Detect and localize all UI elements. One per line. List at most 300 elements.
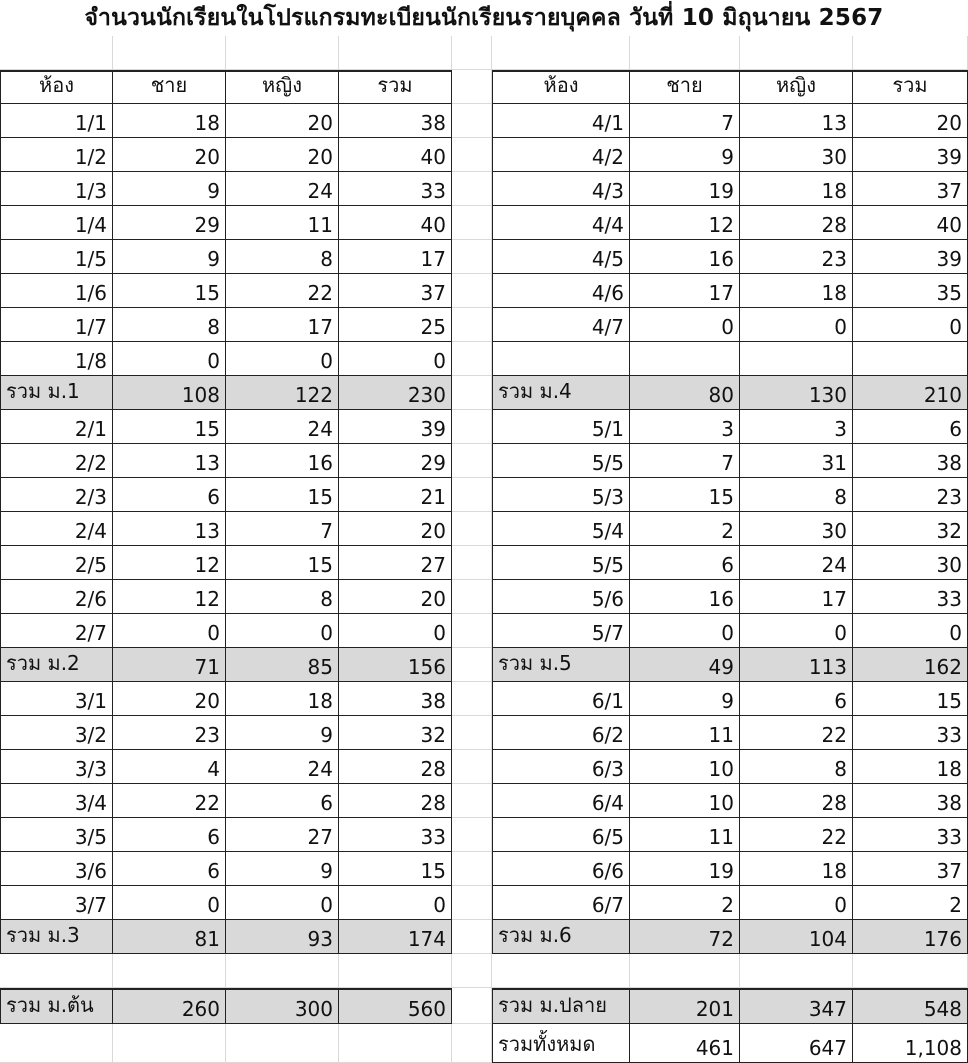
empty-cell[interactable] (740, 36, 853, 70)
cell-male[interactable] (113, 342, 226, 376)
cell-male[interactable] (113, 512, 226, 546)
cell-female[interactable] (740, 716, 853, 750)
cell-total[interactable] (339, 648, 452, 682)
cell-male[interactable] (113, 682, 226, 716)
cell-female[interactable] (740, 920, 853, 954)
cell-female[interactable] (226, 580, 339, 614)
cell-female[interactable] (740, 444, 853, 478)
cell-total[interactable] (853, 410, 968, 444)
cell-male[interactable] (630, 886, 740, 920)
gap-cell[interactable] (452, 648, 492, 682)
cell-female[interactable] (740, 172, 853, 206)
cell-male[interactable] (113, 886, 226, 920)
gap-cell[interactable] (452, 546, 492, 580)
cell-male-text: 13 (194, 451, 220, 475)
cell-total-text: 20 (420, 519, 446, 543)
cell-female[interactable] (226, 648, 339, 682)
cell-female[interactable] (226, 512, 339, 546)
header-cell-total[interactable] (339, 70, 452, 104)
cell-total[interactable] (339, 512, 452, 546)
cell-room[interactable] (0, 852, 113, 886)
gap-cell[interactable] (452, 818, 492, 852)
cell-total[interactable] (339, 308, 452, 342)
grand-total-total[interactable] (853, 1024, 968, 1063)
empty-cell[interactable] (113, 1024, 226, 1063)
cell-room[interactable] (492, 784, 630, 818)
cell-female[interactable] (740, 546, 853, 580)
cell-room[interactable] (0, 444, 113, 478)
cell-total[interactable] (339, 376, 452, 410)
empty-cell[interactable] (853, 36, 968, 70)
gap-cell[interactable] (452, 308, 492, 342)
cell-female[interactable] (740, 852, 853, 886)
empty-cell[interactable] (0, 1024, 113, 1063)
cell-room[interactable] (492, 478, 630, 512)
cell-room[interactable] (0, 206, 113, 240)
grand-total-row (0, 1024, 968, 1063)
cell-female[interactable] (226, 886, 339, 920)
cell-total[interactable] (339, 682, 452, 716)
empty-cell[interactable] (630, 36, 740, 70)
empty-cell[interactable] (630, 954, 740, 988)
cell-room-text: 6/7 (591, 893, 624, 917)
cell-male[interactable] (113, 376, 226, 410)
upper-total-female[interactable] (740, 988, 853, 1024)
cell-total[interactable] (853, 138, 968, 172)
cell-room-text: 6/5 (591, 825, 624, 849)
cell-male[interactable] (630, 512, 740, 546)
cell-male[interactable] (630, 444, 740, 478)
cell-room[interactable] (0, 478, 113, 512)
cell-female[interactable] (226, 546, 339, 580)
cell-total[interactable] (853, 716, 968, 750)
cell-total[interactable] (853, 920, 968, 954)
table-row (0, 920, 968, 954)
cell-total[interactable] (853, 342, 968, 376)
header-cell-female[interactable] (740, 70, 853, 104)
table-row (0, 274, 968, 308)
cell-female-text: 104 (808, 927, 847, 951)
cell-room[interactable] (492, 750, 630, 784)
cell-female-text: 22 (821, 723, 847, 747)
cell-total[interactable] (339, 852, 452, 886)
cell-room[interactable] (492, 206, 630, 240)
cell-room[interactable] (492, 886, 630, 920)
cell-female[interactable] (740, 750, 853, 784)
gap-cell[interactable] (452, 138, 492, 172)
cell-room[interactable] (492, 444, 630, 478)
cell-female[interactable] (226, 920, 339, 954)
cell-male[interactable] (113, 308, 226, 342)
empty-cell[interactable] (0, 954, 113, 988)
cell-female[interactable] (226, 750, 339, 784)
gap-cell[interactable] (452, 716, 492, 750)
upper-total-male[interactable] (630, 988, 740, 1024)
lower-total-male[interactable] (113, 988, 226, 1024)
cell-female[interactable] (740, 580, 853, 614)
cell-male[interactable] (113, 104, 226, 138)
cell-total[interactable] (339, 614, 452, 648)
cell-male[interactable] (630, 750, 740, 784)
cell-room[interactable] (0, 784, 113, 818)
cell-room[interactable] (0, 512, 113, 546)
empty-cell[interactable] (452, 36, 492, 70)
cell-male[interactable] (113, 444, 226, 478)
cell-female[interactable] (226, 410, 339, 444)
cell-male[interactable] (113, 784, 226, 818)
cell-male-text: 81 (194, 927, 220, 951)
cell-male[interactable] (113, 240, 226, 274)
cell-female[interactable] (740, 886, 853, 920)
gap-cell[interactable] (452, 920, 492, 954)
cell-room[interactable] (0, 920, 113, 954)
empty-cell[interactable] (226, 1024, 339, 1063)
cell-female[interactable] (740, 138, 853, 172)
cell-room[interactable] (492, 240, 630, 274)
header-cell-room[interactable] (0, 70, 113, 104)
cell-female[interactable] (226, 104, 339, 138)
cell-male[interactable] (630, 274, 740, 308)
cell-male[interactable] (113, 478, 226, 512)
cell-female-text: 16 (307, 451, 333, 475)
cell-female[interactable] (740, 648, 853, 682)
cell-total[interactable] (853, 206, 968, 240)
cell-total[interactable] (853, 546, 968, 580)
lower-total-female[interactable] (226, 988, 339, 1024)
cell-male-text: 4 (207, 757, 220, 781)
cell-total[interactable] (339, 886, 452, 920)
cell-male-text: 0 (207, 349, 220, 373)
empty-cell[interactable] (226, 954, 339, 988)
gap-cell[interactable] (452, 580, 492, 614)
cell-room-text: รวม ม.2 (6, 651, 80, 675)
cell-male[interactable] (113, 818, 226, 852)
cell-female[interactable] (226, 852, 339, 886)
cell-total-text: 37 (936, 859, 962, 883)
cell-female-text: 15 (307, 553, 333, 577)
cell-male[interactable] (113, 614, 226, 648)
cell-room[interactable] (492, 410, 630, 444)
cell-total[interactable] (339, 342, 452, 376)
cell-total[interactable] (339, 716, 452, 750)
cell-female[interactable] (740, 274, 853, 308)
cell-female[interactable] (740, 410, 853, 444)
cell-male[interactable] (113, 648, 226, 682)
grand-total-label[interactable] (492, 1024, 630, 1063)
cell-male[interactable] (113, 852, 226, 886)
empty-cell[interactable] (113, 954, 226, 988)
cell-room[interactable] (492, 852, 630, 886)
cell-total[interactable] (853, 784, 968, 818)
cell-female[interactable] (226, 614, 339, 648)
cell-male[interactable] (630, 240, 740, 274)
cell-room[interactable] (492, 308, 630, 342)
cell-female[interactable] (740, 206, 853, 240)
cell-total[interactable] (339, 478, 452, 512)
cell-female[interactable] (740, 342, 853, 376)
cell-female[interactable] (740, 240, 853, 274)
cell-female[interactable] (226, 240, 339, 274)
cell-male[interactable] (630, 410, 740, 444)
cell-total[interactable] (853, 750, 968, 784)
cell-total-text: 23 (936, 485, 962, 509)
cell-total[interactable] (853, 240, 968, 274)
cell-male-text: 9 (207, 179, 220, 203)
cell-male-text: 11 (708, 825, 734, 849)
cell-total[interactable] (339, 444, 452, 478)
empty-cell[interactable] (492, 954, 630, 988)
cell-male[interactable] (630, 104, 740, 138)
cell-total[interactable] (339, 206, 452, 240)
grand-total-female[interactable] (740, 1024, 853, 1063)
cell-total[interactable] (853, 852, 968, 886)
cell-total[interactable] (853, 614, 968, 648)
cell-room-text: 3/7 (74, 893, 107, 917)
cell-room[interactable] (492, 274, 630, 308)
empty-cell[interactable] (226, 36, 339, 70)
cell-female[interactable] (740, 376, 853, 410)
cell-male[interactable] (113, 172, 226, 206)
cell-room[interactable] (492, 512, 630, 546)
cell-male[interactable] (630, 546, 740, 580)
cell-total[interactable] (339, 138, 452, 172)
lower-total-label[interactable] (0, 988, 113, 1024)
cell-male-text: 23 (194, 723, 220, 747)
upper-total-female-text: 347 (808, 997, 847, 1021)
cell-total[interactable] (853, 172, 968, 206)
cell-total[interactable] (339, 580, 452, 614)
header-cell-male[interactable] (630, 70, 740, 104)
gap-cell[interactable] (452, 206, 492, 240)
cell-female[interactable] (740, 478, 853, 512)
cell-female[interactable] (740, 682, 853, 716)
gap-cell[interactable] (452, 512, 492, 546)
cell-room[interactable] (492, 104, 630, 138)
cell-room[interactable] (492, 716, 630, 750)
cell-male[interactable] (630, 648, 740, 682)
cell-room[interactable] (0, 410, 113, 444)
cell-female[interactable] (226, 376, 339, 410)
header-cell-room[interactable] (492, 70, 630, 104)
cell-room[interactable] (0, 886, 113, 920)
cell-room[interactable] (0, 546, 113, 580)
cell-room-text: 2/1 (74, 417, 107, 441)
cell-room[interactable] (492, 920, 630, 954)
gap-cell[interactable] (452, 342, 492, 376)
cell-total[interactable] (853, 308, 968, 342)
cell-total[interactable] (339, 274, 452, 308)
gap-cell[interactable] (452, 614, 492, 648)
gap-cell[interactable] (452, 682, 492, 716)
cell-male[interactable] (113, 580, 226, 614)
cell-female[interactable] (226, 682, 339, 716)
gap-cell[interactable] (452, 70, 492, 104)
cell-total[interactable] (339, 172, 452, 206)
cell-female[interactable] (226, 716, 339, 750)
cell-male[interactable] (630, 716, 740, 750)
empty-cell[interactable] (452, 954, 492, 988)
cell-male[interactable] (630, 784, 740, 818)
cell-room[interactable] (0, 376, 113, 410)
cell-male[interactable] (113, 750, 226, 784)
gap-cell[interactable] (452, 444, 492, 478)
cell-male[interactable] (630, 614, 740, 648)
cell-female[interactable] (226, 308, 339, 342)
cell-room[interactable] (0, 172, 113, 206)
cell-total[interactable] (853, 478, 968, 512)
cell-total[interactable] (853, 580, 968, 614)
empty-cell[interactable] (339, 1024, 452, 1063)
gap-cell[interactable] (452, 988, 492, 1024)
gap-cell[interactable] (452, 750, 492, 784)
empty-cell[interactable] (740, 954, 853, 988)
gap-cell[interactable] (452, 410, 492, 444)
cell-male[interactable] (630, 342, 740, 376)
cell-room[interactable] (492, 376, 630, 410)
cell-female[interactable] (740, 104, 853, 138)
cell-room[interactable] (492, 172, 630, 206)
gap-cell[interactable] (452, 852, 492, 886)
cell-total[interactable] (339, 920, 452, 954)
empty-cell[interactable] (0, 36, 113, 70)
header-cell-total[interactable] (853, 70, 968, 104)
upper-total-label[interactable] (492, 988, 630, 1024)
cell-female[interactable] (226, 138, 339, 172)
gap-cell[interactable] (452, 478, 492, 512)
cell-total[interactable] (339, 784, 452, 818)
cell-room[interactable] (492, 648, 630, 682)
cell-male[interactable] (113, 546, 226, 580)
cell-male[interactable] (630, 818, 740, 852)
gap-cell[interactable] (452, 784, 492, 818)
cell-room[interactable] (0, 648, 113, 682)
cell-female[interactable] (226, 172, 339, 206)
cell-female[interactable] (740, 308, 853, 342)
cell-total[interactable] (339, 750, 452, 784)
cell-room[interactable] (492, 138, 630, 172)
cell-female[interactable] (226, 444, 339, 478)
cell-total[interactable] (339, 546, 452, 580)
cell-male[interactable] (113, 138, 226, 172)
empty-cell[interactable] (853, 954, 968, 988)
cell-male[interactable] (630, 206, 740, 240)
cell-room[interactable] (0, 274, 113, 308)
table-row (0, 240, 968, 274)
empty-cell[interactable] (339, 36, 452, 70)
cell-male[interactable] (630, 580, 740, 614)
cell-room[interactable] (0, 614, 113, 648)
cell-room[interactable] (0, 308, 113, 342)
cell-total[interactable] (853, 818, 968, 852)
cell-room[interactable] (0, 716, 113, 750)
cell-female[interactable] (740, 784, 853, 818)
cell-male[interactable] (630, 138, 740, 172)
cell-total[interactable] (339, 818, 452, 852)
cell-room[interactable] (492, 580, 630, 614)
cell-total[interactable] (853, 886, 968, 920)
cell-total[interactable] (853, 444, 968, 478)
cell-room[interactable] (0, 342, 113, 376)
cell-female-text: 0 (834, 315, 847, 339)
cell-female[interactable] (740, 818, 853, 852)
cell-room[interactable] (492, 818, 630, 852)
cell-male[interactable] (113, 920, 226, 954)
cell-male[interactable] (630, 172, 740, 206)
cell-female[interactable] (740, 512, 853, 546)
cell-total[interactable] (853, 682, 968, 716)
cell-room[interactable] (0, 138, 113, 172)
cell-room[interactable] (0, 104, 113, 138)
cell-male[interactable] (113, 410, 226, 444)
header-cell-female[interactable] (226, 70, 339, 104)
cell-total[interactable] (853, 648, 968, 682)
cell-male[interactable] (630, 308, 740, 342)
empty-cell[interactable] (113, 36, 226, 70)
cell-female[interactable] (226, 342, 339, 376)
lower-total-total[interactable] (339, 988, 452, 1024)
cell-female-text: 8 (320, 587, 333, 611)
cell-female-text: 24 (307, 417, 333, 441)
cell-male[interactable] (630, 920, 740, 954)
cell-male[interactable] (113, 716, 226, 750)
cell-room[interactable] (492, 682, 630, 716)
cell-total[interactable] (853, 376, 968, 410)
cell-male[interactable] (630, 478, 740, 512)
gap-cell[interactable] (452, 376, 492, 410)
gap-cell[interactable] (452, 104, 492, 138)
upper-total-total[interactable] (853, 988, 968, 1024)
cell-male[interactable] (630, 376, 740, 410)
cell-female[interactable] (740, 614, 853, 648)
cell-female[interactable] (226, 478, 339, 512)
empty-cell[interactable] (339, 954, 452, 988)
gap-cell[interactable] (452, 172, 492, 206)
cell-room[interactable] (0, 240, 113, 274)
cell-male-text: 80 (708, 383, 734, 407)
cell-room[interactable] (492, 546, 630, 580)
cell-male[interactable] (630, 852, 740, 886)
cell-room[interactable] (0, 750, 113, 784)
cell-female[interactable] (226, 206, 339, 240)
cell-room[interactable] (0, 818, 113, 852)
cell-male[interactable] (630, 682, 740, 716)
gap-cell[interactable] (452, 886, 492, 920)
cell-female[interactable] (226, 784, 339, 818)
cell-room[interactable] (492, 342, 630, 376)
cell-male[interactable] (113, 206, 226, 240)
cell-total[interactable] (853, 274, 968, 308)
cell-male[interactable] (113, 274, 226, 308)
cell-total[interactable] (339, 410, 452, 444)
gap-cell[interactable] (452, 240, 492, 274)
cell-female[interactable] (226, 274, 339, 308)
cell-total[interactable] (853, 104, 968, 138)
empty-cell[interactable] (492, 36, 630, 70)
grand-total-male[interactable] (630, 1024, 740, 1063)
cell-female[interactable] (226, 818, 339, 852)
cell-room[interactable] (492, 614, 630, 648)
gap-cell[interactable] (452, 274, 492, 308)
cell-total[interactable] (853, 512, 968, 546)
lower-total-label-text: รวม ม.ต้น (6, 993, 94, 1017)
cell-total[interactable] (339, 104, 452, 138)
cell-male-text: 16 (708, 247, 734, 271)
empty-cell[interactable] (452, 1024, 492, 1063)
header-cell-male[interactable] (113, 70, 226, 104)
cell-total[interactable] (339, 240, 452, 274)
cell-room[interactable] (0, 682, 113, 716)
cell-room[interactable] (0, 580, 113, 614)
